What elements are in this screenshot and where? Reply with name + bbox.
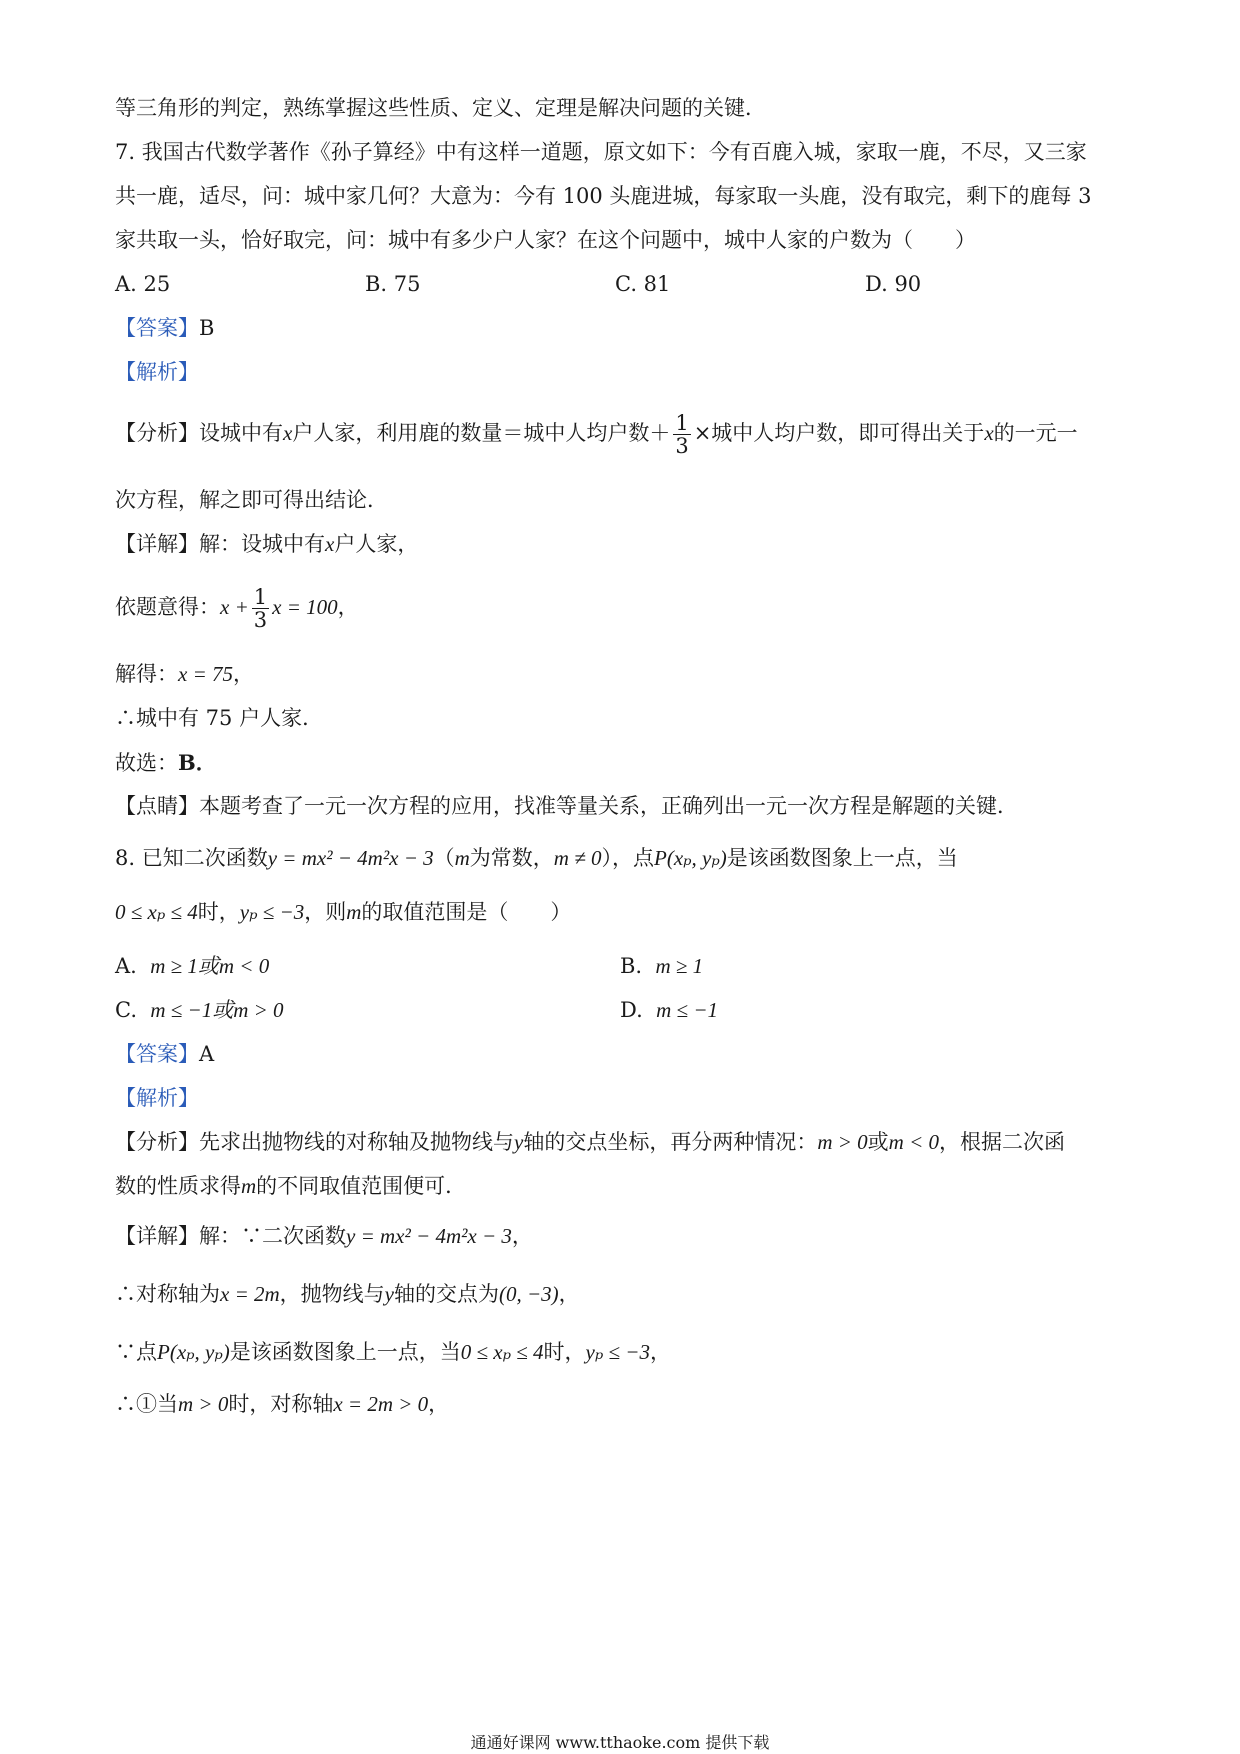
- y-condition: yₚ ≤ −3: [239, 900, 305, 924]
- q8-option-a: [115, 954, 269, 979]
- option-text: m ≥ 1: [655, 954, 704, 978]
- note-tag: 【点睛】: [115, 794, 199, 818]
- case-condition: m > 0: [178, 1392, 229, 1416]
- q8-analysis-tag: [115, 1086, 199, 1111]
- option-letter: C.: [115, 998, 137, 1022]
- intersection-point: (0, −3): [499, 1282, 559, 1306]
- equation-prefix: 依题意得：: [115, 595, 220, 620]
- case-text: ∴①当: [115, 1392, 178, 1416]
- equation-right: x = 100: [272, 595, 338, 620]
- point-text: ，: [649, 1340, 671, 1364]
- q7-option-a: A. 25: [115, 272, 171, 296]
- q7-choose: [115, 750, 217, 776]
- stem-text: ），点: [601, 846, 654, 870]
- q8-answer: [115, 1042, 214, 1067]
- q7-solve: [115, 662, 254, 687]
- q7-equation: [115, 586, 359, 631]
- math-var: m: [454, 846, 470, 870]
- option-text: m ≥ 1或m < 0: [150, 954, 270, 978]
- axis-text: ，: [558, 1282, 580, 1306]
- q8-option-b: [620, 954, 703, 979]
- fenxi-text: 轴的交点坐标，再分两种情况：: [523, 1130, 818, 1154]
- solve-suffix: ，: [233, 662, 254, 686]
- fraction-denominator: 3: [253, 608, 268, 633]
- answer-value: A: [199, 1042, 215, 1066]
- answer-tag: 【答案】: [115, 1042, 199, 1066]
- q8-fenxi-line-1: [115, 1130, 1065, 1155]
- detail-text: 解：设城中有: [199, 532, 325, 556]
- math-var: y: [384, 1282, 394, 1306]
- math-var: x: [984, 421, 994, 446]
- fenxi-text: 户人家，利用鹿的数量＝城中人均户数＋: [292, 421, 671, 446]
- axis-text: 轴的交点为: [394, 1282, 499, 1306]
- q7-stem-line-1: 7. 我国古代数学著作《孙子算经》中有这样一道题，原文如下：今有百鹿入城，家取一鹿，不尽，又三家: [115, 140, 1087, 164]
- fenxi-text: 先求出抛物线的对称轴及抛物线与: [199, 1130, 514, 1154]
- option-letter: B.: [620, 954, 643, 978]
- prev-answer-tail: 等三角形的判定，熟练掌握这些性质、定义、定理是解决问题的关键．: [115, 96, 766, 120]
- fenxi-tag: 【分析】: [115, 421, 199, 446]
- q7-note: [115, 794, 1018, 819]
- fraction-numerator: 1: [675, 411, 689, 435]
- q8-point: [115, 1340, 671, 1365]
- fenxi-text: ×城中人均户数，即可得出关于: [693, 421, 985, 446]
- condition: m ≠ 0: [553, 846, 602, 870]
- math-var: m: [241, 1174, 257, 1198]
- q8-fenxi-line-2: [115, 1174, 466, 1199]
- q7-detail: [115, 532, 418, 557]
- equation-suffix: ，: [337, 595, 359, 620]
- option-text: m ≤ −1: [656, 998, 718, 1022]
- fraction: [673, 412, 690, 457]
- detail-text: ，: [511, 1224, 533, 1248]
- stem-text: 时，: [197, 900, 240, 924]
- stem-text: 是该函数图象上一点，当: [726, 846, 958, 870]
- math-var: x: [325, 532, 335, 556]
- solve-equation: x = 75: [178, 662, 233, 686]
- q7-option-c: C. 81: [615, 272, 671, 296]
- choose-value: B．: [178, 750, 217, 775]
- fenxi-text: 数的性质求得: [115, 1174, 241, 1198]
- fenxi-tag: 【分析】: [115, 1130, 199, 1154]
- detail-text: 解：∵二次函数: [199, 1224, 346, 1248]
- function-equation: y = mx² − 4m²x − 3: [267, 846, 434, 870]
- q7-fenxi-line-2: 次方程，解之即可得出结论．: [115, 488, 388, 512]
- stem-text: （: [433, 846, 455, 870]
- fraction: [252, 586, 269, 631]
- q8-axis: [115, 1282, 580, 1307]
- stem-text: 为常数，: [469, 846, 554, 870]
- q7-option-b: B. 75: [365, 272, 421, 296]
- answer-value: B: [199, 316, 215, 340]
- stem-text: 8. 已知二次函数: [115, 846, 268, 870]
- detail-tag: 【详解】: [115, 532, 199, 556]
- equation-left: x +: [220, 595, 249, 620]
- fenxi-text: 或: [867, 1130, 889, 1154]
- case-condition: m > 0: [817, 1130, 868, 1154]
- q7-fenxi-line-1: [115, 412, 1078, 457]
- q8-option-d: [620, 998, 718, 1023]
- axis-text: ∴对称轴为: [115, 1282, 220, 1306]
- math-var: y: [514, 1130, 524, 1154]
- fenxi-text: ，根据二次函: [939, 1130, 1066, 1154]
- q8-detail: [115, 1224, 533, 1249]
- q7-analysis-tag: [115, 360, 199, 385]
- case-condition: m < 0: [888, 1130, 940, 1154]
- fenxi-text: 的不同取值范围便可．: [256, 1174, 467, 1198]
- q8-option-c: [115, 998, 284, 1023]
- q8-case-1: [115, 1392, 449, 1417]
- option-letter: A.: [115, 954, 137, 978]
- q7-stem-line-3: 家共取一头，恰好取完，问：城中有多少户人家？在这个问题中，城中人家的户数为（ ）: [115, 228, 976, 252]
- q7-stem-line-2: 共一鹿，适尽，问：城中家几何？大意为：今有 100 头鹿进城，每家取一头鹿，没有取完，剩下的鹿每 3: [115, 184, 1092, 208]
- q8-stem-line-1: [115, 846, 958, 871]
- solve-prefix: 解得：: [115, 662, 178, 686]
- detail-tag: 【详解】: [115, 1224, 199, 1248]
- option-letter: D.: [620, 998, 643, 1022]
- case-text: 时，对称轴: [228, 1392, 334, 1416]
- q7-answer: [115, 316, 214, 341]
- footer-watermark: 通通好课网 www.tthaoke.com 提供下载: [470, 1733, 770, 1752]
- analysis-tag: 【解析】: [115, 1086, 199, 1110]
- math-var: x: [283, 421, 293, 446]
- point-text: 是该函数图象上一点，当: [229, 1340, 461, 1364]
- point-p: P(xₚ, yₚ): [157, 1340, 230, 1364]
- analysis-tag: 【解析】: [115, 360, 199, 384]
- case-text: ，: [428, 1392, 450, 1416]
- answer-tag: 【答案】: [115, 316, 199, 340]
- math-var: m: [346, 900, 362, 924]
- stem-text: 的取值范围是（ ）: [361, 900, 572, 924]
- q7-option-d: D. 90: [865, 272, 922, 296]
- fenxi-text: 的一元一: [993, 421, 1078, 446]
- fraction-denominator: 3: [675, 434, 689, 459]
- point-p: P(xₚ, yₚ): [654, 846, 727, 870]
- function-equation: y = mx² − 4m²x − 3: [346, 1224, 512, 1248]
- stem-text: ，则: [304, 900, 347, 924]
- note-text: 本题考查了一元一次方程的应用，找准等量关系，正确列出一元一次方程是解题的关键．: [199, 794, 1018, 818]
- axis-text: ，抛物线与: [279, 1282, 385, 1306]
- fraction-numerator: 1: [253, 585, 268, 609]
- q8-stem-line-2: [115, 900, 571, 925]
- range-condition: 0 ≤ xₚ ≤ 4: [115, 900, 198, 924]
- case-equation: x = 2m > 0: [333, 1392, 429, 1416]
- axis-equation: x = 2m: [220, 1282, 280, 1306]
- choose-prefix: 故选：: [115, 751, 178, 775]
- detail-text: 户人家，: [334, 532, 419, 556]
- fenxi-text: 设城中有: [199, 421, 283, 446]
- option-text: m ≤ −1或m > 0: [150, 998, 284, 1022]
- point-text: 时，: [543, 1340, 586, 1364]
- q7-therefore: ∴城中有 75 户人家．: [115, 706, 324, 730]
- point-text: ∵点: [115, 1340, 157, 1364]
- y-condition: yₚ ≤ −3: [585, 1340, 650, 1364]
- range-condition: 0 ≤ xₚ ≤ 4: [460, 1340, 544, 1364]
